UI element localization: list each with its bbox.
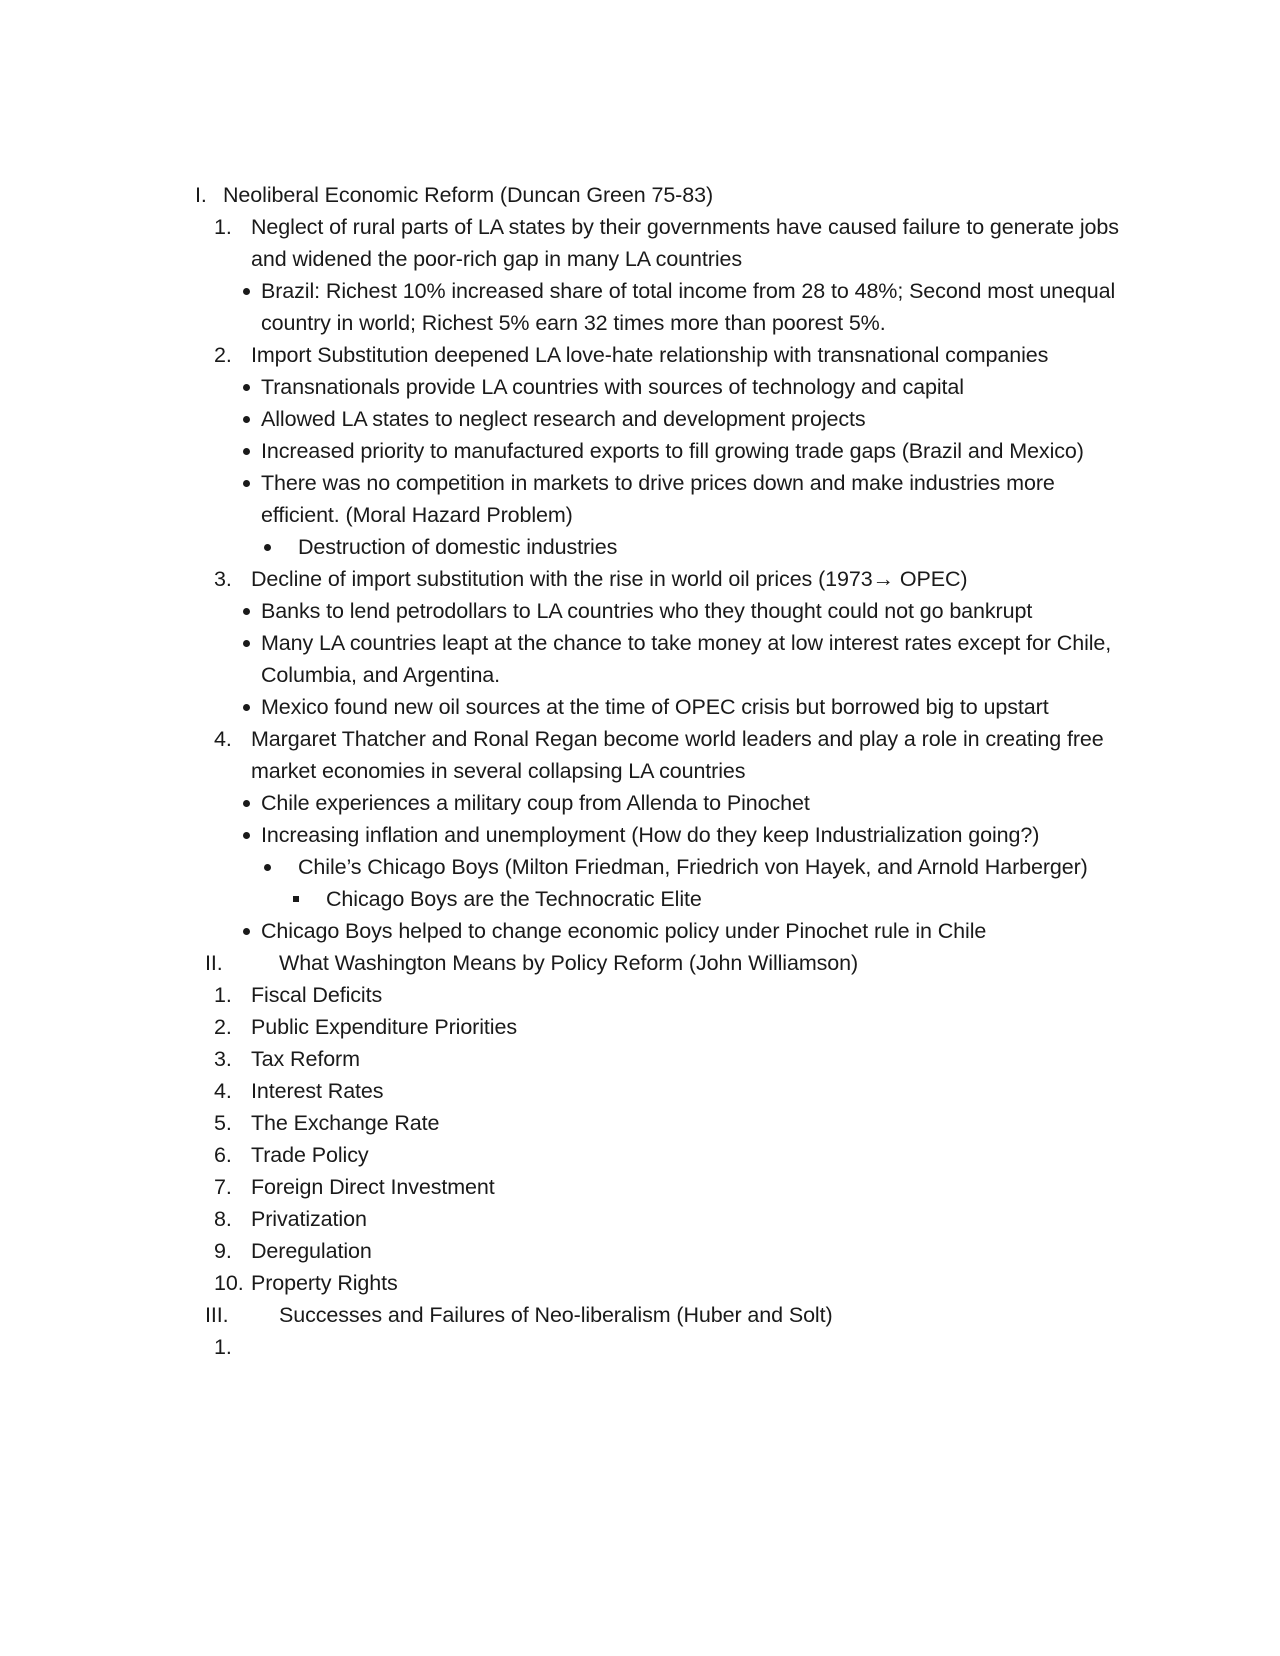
bullet-text: Increased priority to manufactured exports to fill growing trade gaps (Brazil and Mexico) — [261, 439, 1084, 463]
item-number: 10. — [214, 1271, 244, 1295]
item-number: 8. — [214, 1207, 232, 1231]
section-numeral: III. — [205, 1303, 229, 1327]
bullet-text: Chile experiences a military coup from Allenda to Pinochet — [261, 791, 810, 815]
bullet-text: Allowed LA states to neglect research and development projects — [261, 407, 866, 431]
item-number: 2. — [214, 1015, 232, 1039]
bullet-icon — [243, 384, 250, 391]
section-numeral: II. — [205, 951, 223, 975]
sub-sub-bullet-text: Chicago Boys are the Technocratic Elite — [326, 887, 702, 911]
item-number: 7. — [214, 1175, 232, 1199]
item-text: Tax Reform — [251, 1047, 360, 1071]
bullet-text: Transnationals provide LA countries with sources of technology and capital — [261, 375, 964, 399]
item-number: 6. — [214, 1143, 232, 1167]
square-bullet-icon — [293, 896, 299, 902]
bullet-text: There was no competition in markets to drive prices down and make industries more — [261, 471, 1055, 495]
bullet-text: Banks to lend petrodollars to LA countries who they thought could not go bankrupt — [261, 599, 1033, 623]
bullet-icon — [264, 864, 271, 871]
item-text: The Exchange Rate — [251, 1111, 440, 1135]
bullet-icon — [243, 800, 250, 807]
bullet-icon — [243, 608, 250, 615]
item-number: 3. — [214, 567, 232, 591]
item-text: Trade Policy — [251, 1143, 369, 1167]
item-text: Deregulation — [251, 1239, 372, 1263]
bullet-text: Columbia, and Argentina. — [261, 663, 501, 687]
item-number: 1. — [214, 983, 232, 1007]
item-text: Foreign Direct Investment — [251, 1175, 495, 1199]
item-text: Neglect of rural parts of LA states by their governments have caused failure to generate jobs — [251, 215, 1119, 239]
sub-bullet-text: Chile’s Chicago Boys (Milton Friedman, Friedrich von Hayek, and Arnold Harberger) — [298, 855, 1088, 879]
bullet-icon — [243, 416, 250, 423]
item-number: 1. — [214, 1335, 232, 1359]
bullet-text: Mexico found new oil sources at the time of OPEC crisis but borrowed big to upstart — [261, 695, 1049, 719]
item-number: 1. — [214, 215, 232, 239]
bullet-icon — [264, 544, 271, 551]
section-title: Successes and Failures of Neo-liberalism (Huber and Solt) — [279, 1303, 833, 1327]
bullet-text: Many LA countries leapt at the chance to take money at low interest rates except for Chile, — [261, 631, 1112, 655]
bullet-icon — [243, 928, 250, 935]
item-text: market economies in several collapsing LA countries — [251, 759, 746, 783]
item-text: Import Substitution deepened LA love-hate relationship with transnational companies — [251, 343, 1049, 367]
bullet-text: country in world; Richest 5% earn 32 times more than poorest 5%. — [261, 311, 886, 335]
sub-bullet-text: Destruction of domestic industries — [298, 535, 618, 559]
bullet-icon — [243, 480, 250, 487]
bullet-text: Increasing inflation and unemployment (How do they keep Industrialization going?) — [261, 823, 1040, 847]
bullet-icon — [243, 288, 250, 295]
item-text: and widened the poor-rich gap in many LA countries — [251, 247, 743, 271]
item-number: 9. — [214, 1239, 232, 1263]
item-text: Margaret Thatcher and Ronal Regan become world leaders and play a role in creating free — [251, 727, 1104, 751]
item-number: 5. — [214, 1111, 232, 1135]
bullet-icon — [243, 448, 250, 455]
bullet-text: Brazil: Richest 10% increased share of total income from 28 to 48%; Second most unequal — [261, 279, 1116, 303]
bullet-icon — [243, 640, 250, 647]
section-title: What Washington Means by Policy Reform (John Williamson) — [279, 951, 859, 975]
item-text: Fiscal Deficits — [251, 983, 383, 1007]
item-text: Privatization — [251, 1207, 367, 1231]
bullet-text: efficient. (Moral Hazard Problem) — [261, 503, 573, 527]
item-text: Interest Rates — [251, 1079, 384, 1103]
item-number: 3. — [214, 1047, 232, 1071]
item-number: 4. — [214, 1079, 232, 1103]
item-number: 4. — [214, 727, 232, 751]
bullet-icon — [243, 704, 250, 711]
item-text: Public Expenditure Priorities — [251, 1015, 517, 1039]
bullet-icon — [243, 832, 250, 839]
item-text: Decline of import substitution with the rise in world oil prices (1973→ OPEC) — [251, 567, 968, 591]
item-text: Property Rights — [251, 1271, 398, 1295]
item-number: 2. — [214, 343, 232, 367]
section-numeral: I. — [195, 183, 207, 207]
bullet-text: Chicago Boys helped to change economic policy under Pinochet rule in Chile — [261, 919, 987, 943]
section-title: Neoliberal Economic Reform (Duncan Green 75-83) — [223, 183, 714, 207]
